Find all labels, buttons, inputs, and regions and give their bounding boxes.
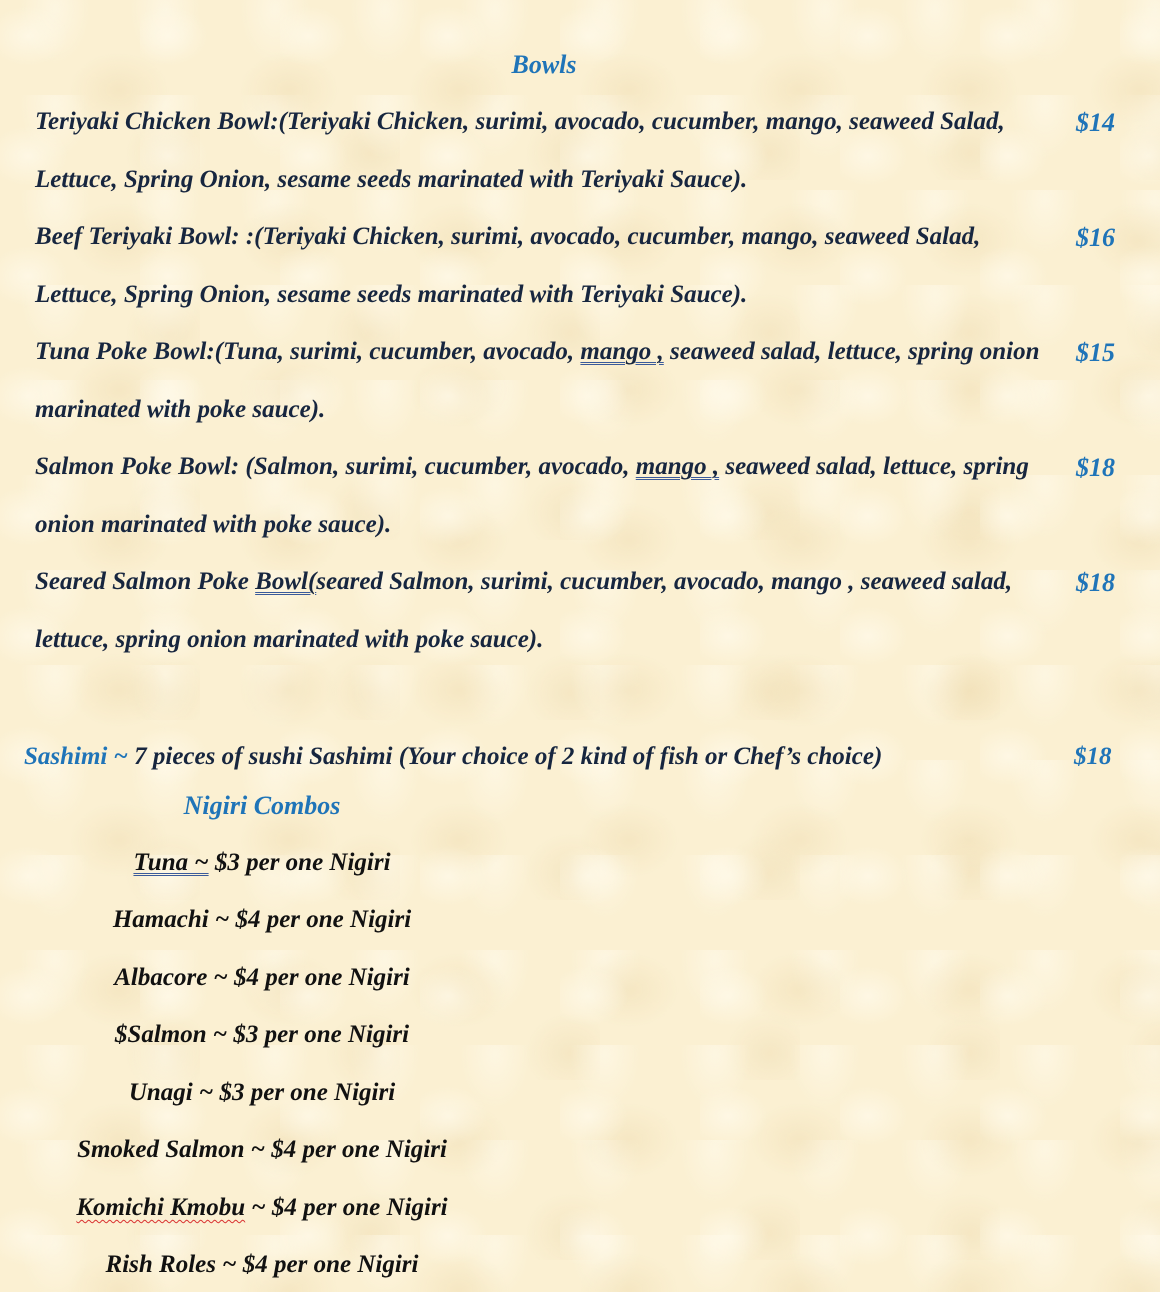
bowl-item-2-line1: Beef Teriyaki Bowl: :(Teriyaki Chicken, surimi, avocado, cucumber, mango, seaweed Salad, — [35, 223, 981, 250]
bowl-item-4-price: $18 — [1076, 453, 1115, 482]
bowl-item-1-line2: Lettuce, Spring Onion, sesame seeds marinated with Teriyaki Sauce). — [35, 166, 748, 193]
nigiri-item-albacore: Albacore ~ $4 per one Nigiri — [114, 964, 410, 991]
nigiri-item-komichi — [76, 1194, 447, 1222]
nigiri-item-tuna — [133, 849, 390, 877]
bowl-item-5-price: $18 — [1076, 568, 1115, 597]
bowl-item-3-line2: marinated with poke sauce). — [35, 396, 326, 423]
bowl-item-1-line1: Teriyaki Chicken Bowl:(Teriyaki Chicken, surimi, avocado, cucumber, mango, seaweed Salad, — [35, 108, 1005, 135]
bowl-item-3-price: $15 — [1076, 338, 1115, 367]
sashimi-label: Sashimi ~ — [24, 743, 128, 770]
nigiri-item-rish-roles: Rish Roles ~ $4 per one Nigiri — [105, 1251, 419, 1278]
bowl-item-4-line2: onion marinated with poke sauce). — [35, 511, 392, 538]
nigiri-item-unagi: Unagi ~ $3 per one Nigiri — [128, 1079, 396, 1106]
bowl-item-4-line1 — [35, 453, 1029, 481]
nigiri-tuna-name: Tuna ~ — [133, 849, 209, 876]
bowl-item-3-underlined: mango , — [580, 338, 664, 365]
bowl-item-4-text-a: Salmon Poke Bowl: (Salmon, surimi, cucumber, avocado, — [35, 453, 636, 480]
nigiri-heading: Nigiri Combos — [183, 791, 341, 820]
nigiri-tuna-price: $3 per one Nigiri — [208, 849, 391, 876]
sashimi-line — [24, 743, 882, 771]
bowl-item-5-text-a: Seared Salmon Poke — [35, 568, 256, 595]
bowl-item-3-text-a: Tuna Poke Bowl:(Tuna, surimi, cucumber, avocado, — [35, 338, 581, 365]
bowl-item-5-text-b: seared Salmon, surimi, cucumber, avocado, mango , seaweed salad, — [316, 568, 1013, 595]
bowl-item-3-text-b: seaweed salad, lettuce, spring onion — [663, 338, 1040, 365]
nigiri-komichi-price: ~ $4 per one Nigiri — [245, 1194, 448, 1221]
bowl-item-5-line1 — [35, 568, 1012, 596]
bowl-item-3-line1 — [35, 338, 1039, 366]
bowl-item-5-underlined: Bowl( — [255, 568, 317, 595]
nigiri-item-smoked-salmon: Smoked Salmon ~ $4 per one Nigiri — [77, 1136, 447, 1163]
bowl-item-1-price: $14 — [1076, 108, 1115, 137]
sashimi-description: 7 pieces of sushi Sashimi (Your choice of 2 kind of fish or Chef’s choice) — [127, 743, 883, 770]
nigiri-komichi-name: Komichi Kmobu — [76, 1194, 246, 1221]
sashimi-price: $18 — [1074, 743, 1112, 770]
bowl-item-2-line2: Lettuce, Spring Onion, sesame seeds marinated with Teriyaki Sauce). — [35, 281, 748, 308]
bowl-item-4-underlined: mango , — [635, 453, 720, 480]
bowl-item-5-line2: lettuce, spring onion marinated with poke sauce). — [35, 626, 544, 653]
bowl-item-4-text-b: seaweed salad, lettuce, spring — [719, 453, 1029, 480]
nigiri-item-salmon: $Salmon ~ $3 per one Nigiri — [114, 1021, 410, 1048]
bowl-item-2-price: $16 — [1076, 223, 1115, 252]
bowls-heading: Bowls — [511, 50, 577, 79]
nigiri-item-hamachi: Hamachi ~ $4 per one Nigiri — [112, 906, 412, 933]
